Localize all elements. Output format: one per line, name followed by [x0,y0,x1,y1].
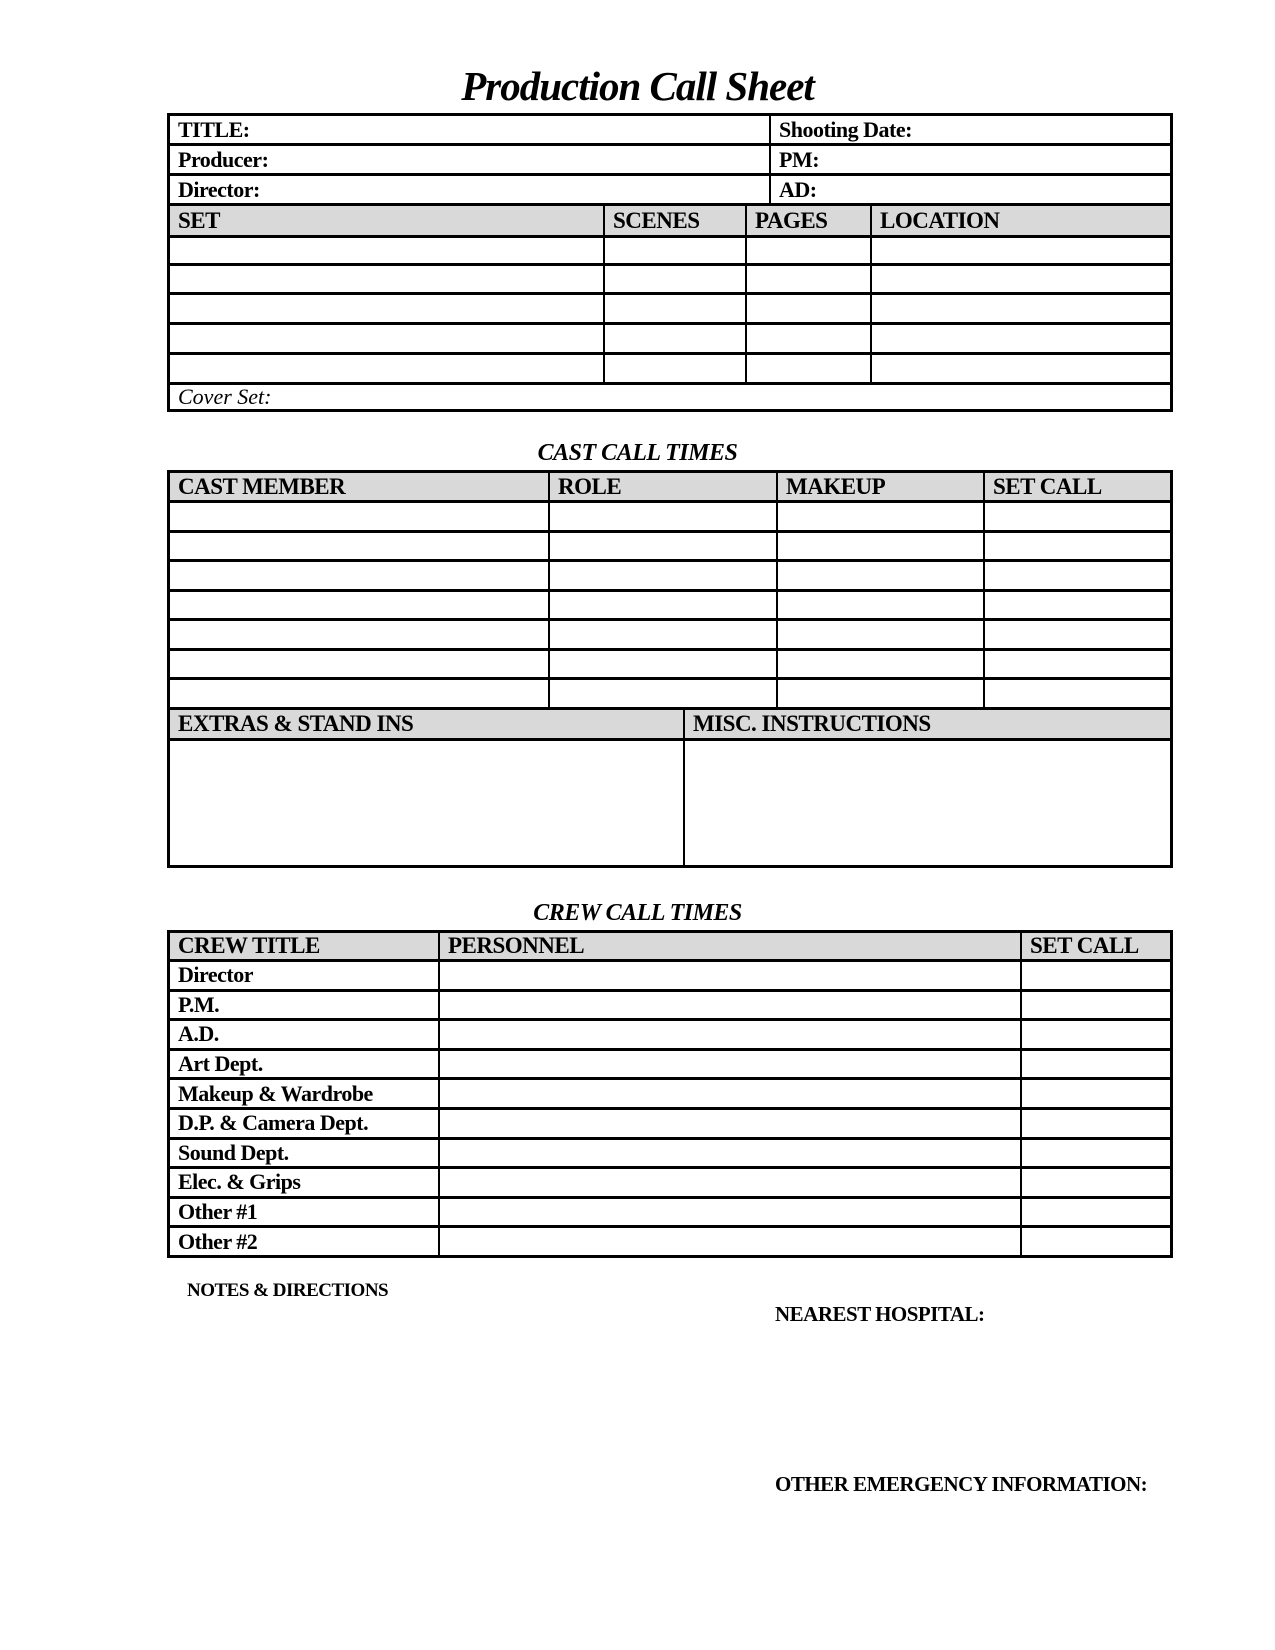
title-field[interactable] [170,116,771,143]
role-cell[interactable] [550,503,778,530]
cast-table-row [170,680,1170,710]
personnel-column-header: PERSONNEL [440,933,1022,959]
cover-set-field[interactable] [170,385,1170,409]
location-cell[interactable] [872,266,1170,292]
cast-member-cell[interactable] [170,621,550,648]
cast-call-times-title: CAST CALL TIMES [537,440,738,466]
scenes-cell[interactable] [605,355,747,382]
makeup-cell[interactable] [778,503,985,530]
set-cell[interactable] [170,238,605,263]
location-cell[interactable] [872,355,1170,382]
misc-instructions-area[interactable] [685,741,1170,866]
cover-set-row [170,385,1170,409]
extras-stand-ins-area[interactable] [170,741,685,866]
set-cell[interactable] [170,355,605,382]
crew-row-other-2 [170,1228,1170,1255]
role-cell[interactable] [550,621,778,648]
set-call-cell[interactable] [985,621,1170,648]
role-cell[interactable] [550,562,778,589]
crew-row-sound-dept [170,1140,1170,1170]
set-call-cell[interactable] [1022,1110,1170,1137]
set-cell[interactable] [170,325,605,352]
producer-row [170,146,1170,176]
crew-title-cell: D.P. & Camera Dept. [170,1110,440,1137]
scenes-cell[interactable] [605,295,747,322]
cast-member-cell[interactable] [170,503,550,530]
set-call-cell[interactable] [1022,1228,1170,1255]
set-table-row [170,295,1170,325]
role-column-header: ROLE [550,473,778,500]
director-field[interactable] [170,176,771,203]
set-call-cell[interactable] [1022,1021,1170,1048]
location-column-header: LOCATION [880,207,1000,233]
personnel-cell[interactable] [440,1021,1022,1048]
set-table-header-row [170,206,1170,238]
location-cell[interactable] [872,325,1170,352]
crew-title-cell: Sound Dept. [170,1140,440,1167]
set-table-row [170,266,1170,295]
crew-row-ad [170,1021,1170,1051]
personnel-cell[interactable] [440,1051,1022,1078]
set-call-cell[interactable] [1022,962,1170,989]
personnel-cell[interactable] [440,992,1022,1019]
crew-title-column-header: CREW TITLE [170,933,440,959]
pm-field[interactable] [771,146,1170,173]
title-label: TITLE: [178,116,250,142]
set-call-cell[interactable] [1022,1080,1170,1107]
crew-title-cell: A.D. [170,1021,440,1048]
document-title: Production Call Sheet [461,63,814,109]
pages-cell[interactable] [747,295,872,322]
cast-table-row [170,562,1170,592]
crew-row-dp-camera [170,1110,1170,1140]
producer-label: Producer: [178,146,269,172]
cast-call-table [167,470,1173,868]
extras-misc-header-row [170,710,1170,741]
crew-call-times-title: CREW CALL TIMES [533,900,742,926]
crew-row-art-dept [170,1051,1170,1081]
shooting-date-label: Shooting Date: [779,116,912,142]
set-cell[interactable] [170,266,605,292]
crew-row-pm [170,992,1170,1022]
producer-field[interactable] [170,146,771,173]
director-row [170,176,1170,206]
set-call-cell[interactable] [1022,1169,1170,1196]
set-call-cell[interactable] [985,503,1170,530]
makeup-cell[interactable] [778,562,985,589]
nearest-hospital-label: NEAREST HOSPITAL: [775,1302,985,1326]
set-column-header: SET [170,206,605,235]
set-call-column-header: SET CALL [1030,933,1139,958]
set-call-cell[interactable] [1022,1140,1170,1167]
personnel-cell[interactable] [440,1199,1022,1226]
crew-title-cell: Other #2 [170,1228,440,1255]
pm-label: PM: [779,146,820,172]
crew-title-cell: Art Dept. [170,1051,440,1078]
set-cell[interactable] [170,295,605,322]
cast-member-cell[interactable] [170,562,550,589]
cast-table-row [170,651,1170,681]
notes-directions-label: NOTES & DIRECTIONS [187,1280,389,1301]
personnel-cell[interactable] [440,962,1022,989]
scenes-cell[interactable] [605,325,747,352]
director-label: Director: [178,176,260,202]
cover-set-label: Cover Set: [178,385,272,409]
makeup-cell[interactable] [778,680,985,707]
cast-member-cell[interactable] [170,651,550,678]
personnel-cell[interactable] [440,1080,1022,1107]
set-call-cell[interactable] [985,680,1170,707]
crew-row-other-1 [170,1199,1170,1229]
cast-member-cell[interactable] [170,592,550,619]
shooting-date-field[interactable] [771,116,1170,143]
crew-row-makeup-wardrobe [170,1080,1170,1110]
crew-table-header-row [170,933,1170,962]
set-table-row [170,238,1170,266]
cast-table-row [170,592,1170,622]
production-info-table [167,113,1173,412]
set-call-cell[interactable] [985,533,1170,560]
makeup-column-header: MAKEUP [778,473,985,500]
set-call-cell[interactable] [1022,1199,1170,1226]
crew-row-elec-grips [170,1169,1170,1199]
crew-title-cell: Elec. & Grips [170,1169,440,1196]
set-table-row [170,325,1170,355]
cast-member-cell[interactable] [170,680,550,707]
scenes-cell[interactable] [605,266,747,292]
makeup-cell[interactable] [778,651,985,678]
crew-title-cell: Other #1 [170,1199,440,1226]
set-table-row [170,355,1170,385]
personnel-cell[interactable] [440,1169,1022,1196]
pages-cell[interactable] [747,325,872,352]
location-cell[interactable] [872,295,1170,322]
pages-column-header: PAGES [747,206,872,235]
set-call-cell[interactable] [985,562,1170,589]
other-emergency-label: OTHER EMERGENCY INFORMATION: [775,1472,1148,1496]
makeup-cell[interactable] [778,533,985,560]
crew-title-cell: P.M. [170,992,440,1019]
makeup-cell[interactable] [778,592,985,619]
crew-title-cell: Director [170,962,440,989]
misc-instructions-header: MISC. INSTRUCTIONS [693,710,931,736]
title-row [170,116,1170,146]
set-call-cell[interactable] [1022,992,1170,1019]
cast-member-cell[interactable] [170,533,550,560]
personnel-cell[interactable] [440,1228,1022,1255]
pages-cell[interactable] [747,355,872,382]
crew-row-director [170,962,1170,992]
set-call-cell[interactable] [1022,1051,1170,1078]
role-cell[interactable] [550,651,778,678]
set-call-cell[interactable] [985,592,1170,619]
cast-member-column-header: CAST MEMBER [170,473,550,500]
extras-stand-ins-header: EXTRAS & STAND INS [170,710,685,738]
set-call-cell[interactable] [985,651,1170,678]
crew-call-table [167,930,1173,1258]
cast-table-row [170,503,1170,533]
cast-table-row [170,621,1170,651]
pages-cell[interactable] [747,238,872,263]
cast-table-header-row [170,473,1170,503]
pages-cell[interactable] [747,266,872,292]
personnel-cell[interactable] [440,1140,1022,1167]
role-cell[interactable] [550,680,778,707]
role-cell[interactable] [550,533,778,560]
ad-field[interactable] [771,176,1170,203]
cast-table-row [170,533,1170,563]
set-call-column-header: SET CALL [993,473,1102,499]
scenes-column-header: SCENES [605,206,747,235]
location-cell[interactable] [872,238,1170,263]
makeup-cell[interactable] [778,621,985,648]
extras-misc-body-row [170,741,1170,866]
scenes-cell[interactable] [605,238,747,263]
ad-label: AD: [779,176,817,202]
personnel-cell[interactable] [440,1110,1022,1137]
role-cell[interactable] [550,592,778,619]
crew-title-cell: Makeup & Wardrobe [170,1080,440,1107]
